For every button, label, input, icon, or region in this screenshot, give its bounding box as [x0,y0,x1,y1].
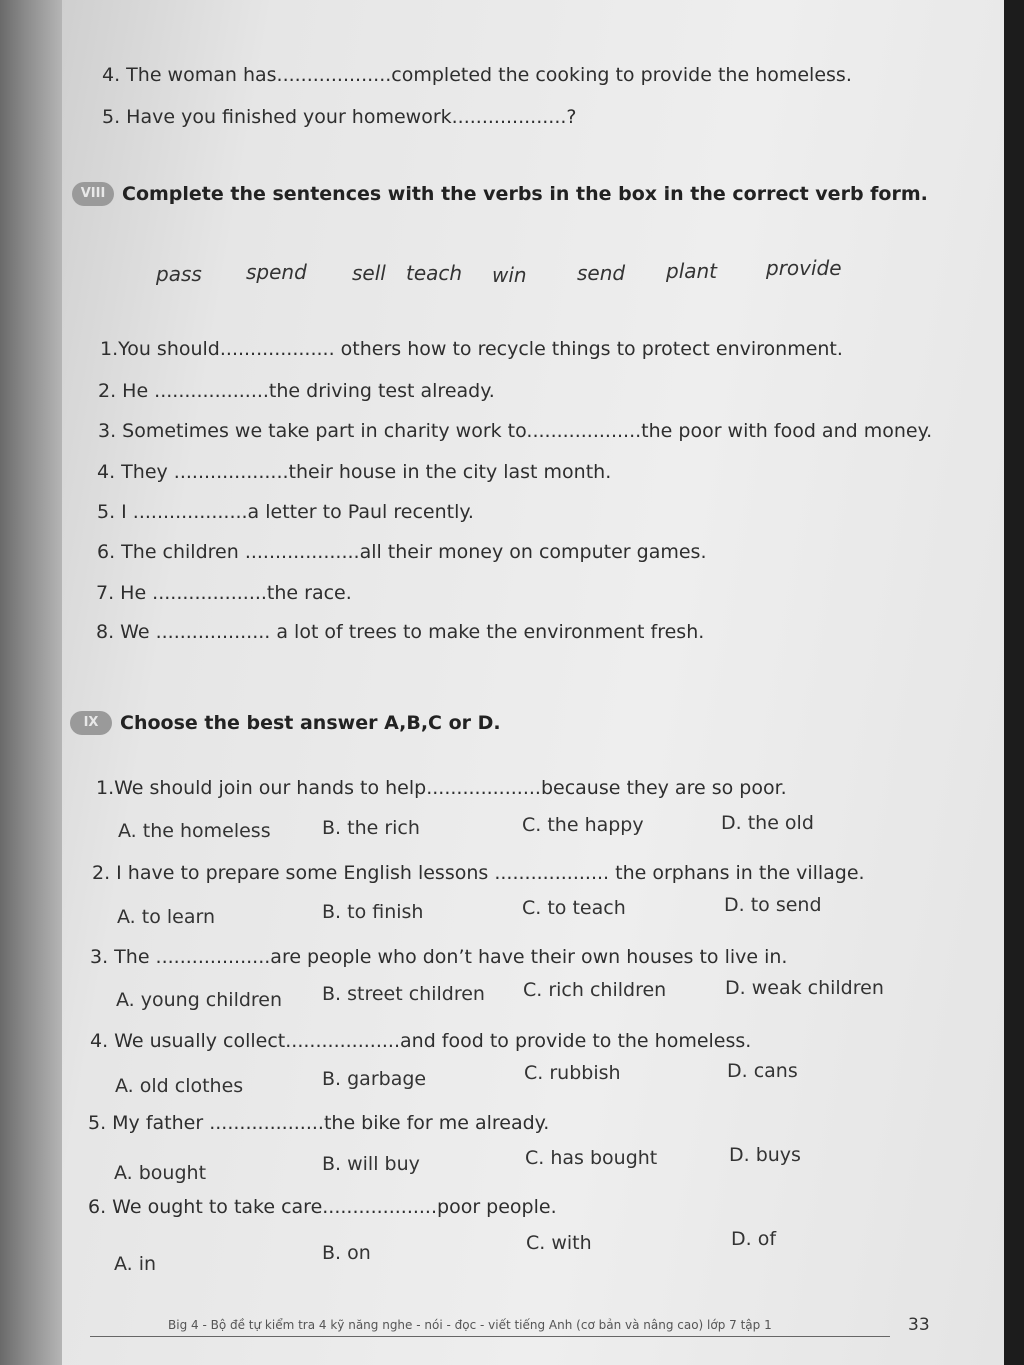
ix-q5-option-a: A. bought [114,1162,207,1184]
ix-q5-option-d: D. buys [729,1144,801,1166]
book-binding [0,0,62,1365]
ix-q2-option-c: C. to teach [522,897,626,919]
viii-item-8: 8. We ................... a lot of trees to make the environment fresh. [96,621,705,643]
ix-q6-option-a: A. in [114,1253,157,1275]
viii-item-3: 3. Sometimes we take part in charity work to...................the poor with food and money. [98,420,933,442]
prev-item-4: 4. The woman has...................completed the cooking to provide the homeless. [102,64,852,86]
section-ix-heading [70,711,501,735]
section-viii-title: Complete the sentences with the verbs in the box in the correct verb form. [122,183,928,205]
ix-q4-option-c: C. rubbish [524,1062,621,1084]
ix-q6-option-d: D. of [731,1228,777,1250]
ix-q4-option-d: D. cans [727,1060,798,1082]
section-viii-heading [72,182,928,206]
ix-question-6: 6. We ought to take care...................poor people. [88,1196,557,1218]
page-edge-shadow [1004,0,1024,1365]
viii-item-5: 5. I ...................a letter to Paul recently. [97,501,474,523]
viii-item-2: 2. He ...................the driving test already. [98,380,495,402]
verb-plant: plant [666,259,718,283]
ix-q4-option-b: B. garbage [322,1068,427,1090]
ix-q4-option-a: A. old clothes [115,1075,244,1097]
ix-q6-option-c: C. with [526,1232,592,1254]
ix-q2-option-a: A. to learn [117,906,215,928]
ix-q5-option-b: B. will buy [322,1153,420,1175]
prev-item-5: 5. Have you finished your homework...................? [102,106,577,128]
viii-item-7: 7. He ...................the race. [96,582,352,604]
ix-q1-option-c: C. the happy [522,814,644,836]
verb-spend: spend [246,260,307,284]
page-number: 33 [908,1315,930,1335]
ix-q3-option-c: C. rich children [523,979,667,1001]
ix-q5-option-c: C. has bought [525,1147,658,1169]
section-viii-badge: VIII [72,182,114,206]
section-ix-badge: IX [70,711,112,735]
ix-question-5: 5. My father ...................the bike for me already. [88,1112,550,1134]
verb-send: send [577,261,626,285]
ix-q3-option-d: D. weak children [725,977,884,999]
viii-item-1: 1.You should................... others how to recycle things to protect environment. [100,338,843,360]
ix-question-2: 2. I have to prepare some English lessons ................... the orphans in the village. [92,862,865,884]
verb-win: win [492,263,527,287]
viii-item-6: 6. The children ...................all their money on computer games. [97,541,707,563]
ix-q1-option-a: A. the homeless [118,820,271,842]
ix-question-3: 3. The ...................are people who don’t have their own houses to live in. [90,946,788,968]
ix-q2-option-d: D. to send [724,894,822,916]
verb-sell: sell [352,261,386,285]
ix-q6-option-b: B. on [322,1242,371,1264]
ix-q2-option-b: B. to finish [322,901,424,923]
ix-q1-option-d: D. the old [721,812,814,834]
viii-item-4: 4. They ...................their house in the city last month. [97,461,612,483]
ix-q3-option-a: A. young children [116,989,283,1011]
footer-text: Big 4 - Bộ đề tự kiểm tra 4 kỹ năng nghe - nói - đọc - viết tiếng Anh (cơ bản và nâng cao) lớp 7 tập 1 [168,1318,772,1332]
ix-q3-option-b: B. street children [322,983,485,1005]
footer-rule [90,1336,890,1337]
section-ix-title: Choose the best answer A,B,C or D. [120,712,501,734]
verb-teach: teach [406,261,463,285]
ix-q1-option-b: B. the rich [322,817,420,839]
ix-question-4: 4. We usually collect...................and food to provide to the homeless. [90,1030,752,1052]
ix-question-1: 1.We should join our hands to help...................because they are so poor. [96,777,787,799]
verb-pass: pass [156,262,202,286]
verb-provide: provide [766,256,842,280]
